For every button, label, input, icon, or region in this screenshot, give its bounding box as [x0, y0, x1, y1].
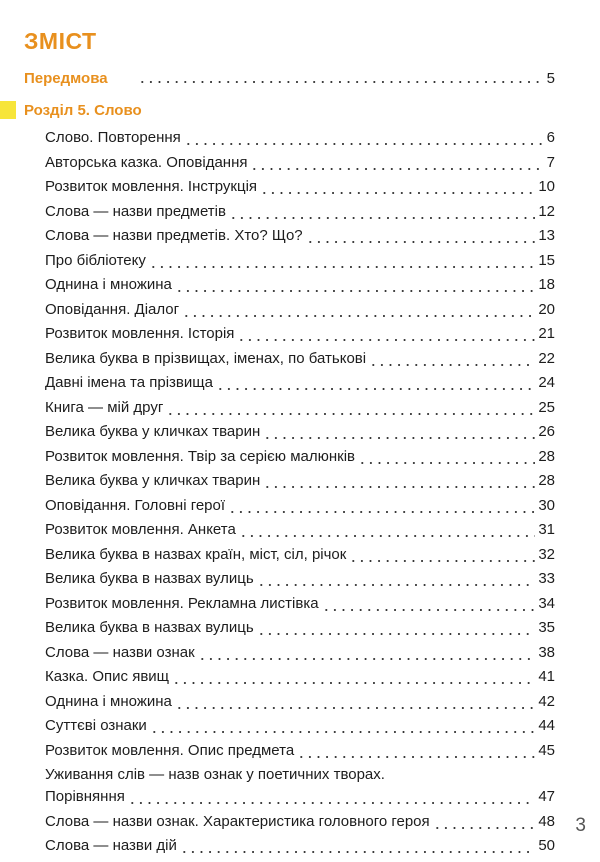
toc-entry-label: Суттєві ознаки — [45, 717, 147, 734]
toc-entry[interactable] — [45, 252, 555, 277]
toc-entry-label: Розвиток мовлення. Рекламна листівка — [45, 594, 319, 612]
toc-entry[interactable] — [45, 276, 555, 301]
toc-entry-label: Однина і множина — [45, 276, 172, 293]
dot-leader — [322, 608, 536, 612]
toc-entry-page: 20 — [538, 300, 555, 318]
toc-entry-page: 33 — [538, 570, 555, 587]
toc-entry[interactable] — [45, 813, 555, 838]
toc-entry-page: 30 — [538, 496, 555, 514]
toc-entry-label: Слова — назви предметів. Хто? Що? — [45, 227, 303, 244]
toc-entry-label: Велика буква у кличках тварин — [45, 472, 261, 489]
toc-entry-label: Розвиток мовлення. Опис предмета — [45, 741, 295, 759]
toc-entry-page: 21 — [538, 325, 555, 342]
toc-entry-label: Слова — назви ознак. Характеристика головного героя — [45, 812, 430, 830]
dot-leader — [306, 240, 536, 244]
dot-leader — [166, 412, 535, 416]
section-marker — [0, 101, 16, 119]
page-number: 3 — [575, 815, 586, 836]
toc-entry-page: 18 — [538, 276, 555, 293]
toc-entry-label: Велика буква в назвах вулиць — [45, 619, 254, 636]
toc-entry-page: 45 — [538, 741, 555, 759]
toc-entry-preface[interactable] — [24, 70, 555, 88]
toc-entry-label: Велика буква в назвах вулиць — [45, 570, 254, 587]
toc-entry-page: 41 — [538, 668, 555, 685]
dot-leader — [257, 632, 536, 636]
page-title: ЗМІСТ — [24, 28, 97, 54]
toc-entry-label: Слова — назви ознак — [45, 643, 195, 661]
dot-leader — [228, 510, 535, 514]
dot-leader — [172, 681, 535, 685]
dot-leader — [260, 191, 535, 195]
dot-leader — [349, 559, 535, 563]
toc-entry[interactable] — [45, 497, 555, 522]
toc-entry-page: 32 — [538, 545, 555, 563]
toc-entry[interactable] — [45, 448, 555, 473]
toc-entry-page: 7 — [546, 153, 555, 171]
toc-entry-label: Слово. Повторення — [45, 129, 181, 146]
dot-leader — [229, 216, 535, 220]
toc-entry-label: Розвиток мовлення. Твір за серією малюнків — [45, 447, 356, 465]
toc-entry[interactable] — [45, 837, 555, 862]
toc-entry[interactable] — [45, 693, 555, 718]
toc-entry-page: 28 — [538, 472, 555, 489]
dot-leader — [263, 485, 535, 489]
toc-entry[interactable] — [45, 325, 555, 350]
toc-entry-label: Оповідання. Діалог — [45, 300, 180, 318]
toc-entry-page: 6 — [546, 129, 555, 146]
toc-entry-label: Казка. Опис явищ — [45, 668, 170, 685]
toc-entry-page: 24 — [538, 374, 555, 391]
toc-entry-page: 44 — [538, 717, 555, 734]
toc-entry[interactable] — [45, 742, 555, 767]
toc-entry-label: Слова — назви предметів — [45, 202, 226, 220]
toc-entry[interactable] — [45, 717, 555, 742]
dot-leader — [216, 387, 535, 391]
toc-entry[interactable] — [45, 129, 555, 154]
toc-entry-label: Розвиток мовлення. Анкета — [45, 521, 236, 538]
dot-leader — [250, 167, 543, 171]
toc-entry[interactable] — [45, 570, 555, 595]
toc-entry[interactable] — [45, 178, 555, 203]
toc-entry-page: 25 — [538, 398, 555, 416]
dot-leader — [369, 363, 535, 367]
toc-entry-label: Велика буква в назвах країн, міст, сіл, річок — [45, 545, 347, 563]
toc-entry-label: Розвиток мовлення. Інструкція — [45, 178, 258, 195]
toc-entry[interactable] — [45, 399, 555, 424]
toc-entry[interactable] — [45, 668, 555, 693]
toc-entry[interactable] — [45, 423, 555, 448]
toc-entry[interactable] — [45, 301, 555, 326]
toc-entry-page: 10 — [538, 178, 555, 195]
toc-entry-label: Передмова — [24, 70, 108, 87]
dot-leader — [149, 265, 535, 269]
dot-leader — [257, 583, 536, 587]
dot-leader — [297, 755, 535, 759]
dot-leader — [150, 730, 535, 734]
dot-leader — [180, 850, 535, 854]
toc-entry-page: 50 — [538, 837, 555, 854]
toc-entry-page: 22 — [538, 349, 555, 367]
toc-entry-label: Розвиток мовлення. Історія — [45, 325, 235, 342]
dot-leader — [433, 826, 536, 830]
toc-entry-label: Давні імена та прізвища — [45, 374, 213, 391]
dot-leader — [198, 657, 536, 661]
toc-entry[interactable] — [45, 595, 555, 620]
toc-entry-page: 34 — [538, 594, 555, 612]
toc-entry-page: 12 — [538, 202, 555, 220]
toc-entry-page: 5 — [546, 70, 555, 87]
dot-leader — [184, 142, 544, 146]
toc-entry-multiline-line1[interactable]: Уживання слів — назв ознак у поетичних творах. — [45, 766, 385, 783]
toc-list — [45, 129, 555, 862]
toc-entry-label: Слова — назви дій — [45, 837, 177, 854]
toc-entry[interactable] — [45, 203, 555, 228]
dot-leader — [138, 80, 543, 84]
toc-entry[interactable] — [45, 374, 555, 399]
toc-entry[interactable] — [45, 472, 555, 497]
dot-leader — [263, 436, 535, 440]
toc-entry-page: 26 — [538, 423, 555, 440]
dot-leader — [128, 801, 535, 805]
toc-entry-label: Порівняння — [45, 788, 125, 805]
toc-entry-page: 13 — [538, 227, 555, 244]
toc-entry[interactable] — [45, 227, 555, 252]
dot-leader — [239, 534, 535, 538]
toc-entry-label: Авторська казка. Оповідання — [45, 153, 248, 171]
toc-entry-page: 15 — [538, 251, 555, 269]
toc-entry[interactable] — [45, 521, 555, 546]
toc-entry[interactable] — [45, 154, 555, 179]
dot-leader — [237, 338, 535, 342]
dot-leader — [175, 706, 535, 710]
dot-leader — [182, 314, 535, 318]
toc-entry-page: 48 — [538, 812, 555, 830]
section-heading: Розділ 5. Слово — [24, 102, 142, 119]
toc-entry-label: Оповідання. Головні герої — [45, 496, 226, 514]
toc-entry-multiline[interactable] — [45, 788, 555, 813]
toc-entry[interactable] — [45, 619, 555, 644]
toc-entry-label: Про бібліотеку — [45, 251, 146, 269]
toc-entry-page: 42 — [538, 692, 555, 710]
toc-entry-page: 35 — [538, 619, 555, 636]
toc-entry-label: Велика буква в прізвищах, іменах, по батькові — [45, 349, 367, 367]
toc-entry-page: 38 — [538, 643, 555, 661]
dot-leader — [358, 461, 535, 465]
toc-entry-page: 31 — [538, 521, 555, 538]
toc-entry-page: 47 — [538, 788, 555, 805]
toc-entry-label: Однина і множина — [45, 692, 172, 710]
toc-entry-label: Велика буква у кличках тварин — [45, 423, 261, 440]
toc-entry[interactable] — [45, 644, 555, 669]
toc-entry-label: Книга — мій друг — [45, 398, 164, 416]
dot-leader — [175, 289, 535, 293]
toc-entry[interactable] — [45, 546, 555, 571]
toc-entry-page: 28 — [538, 447, 555, 465]
toc-entry[interactable] — [45, 350, 555, 375]
